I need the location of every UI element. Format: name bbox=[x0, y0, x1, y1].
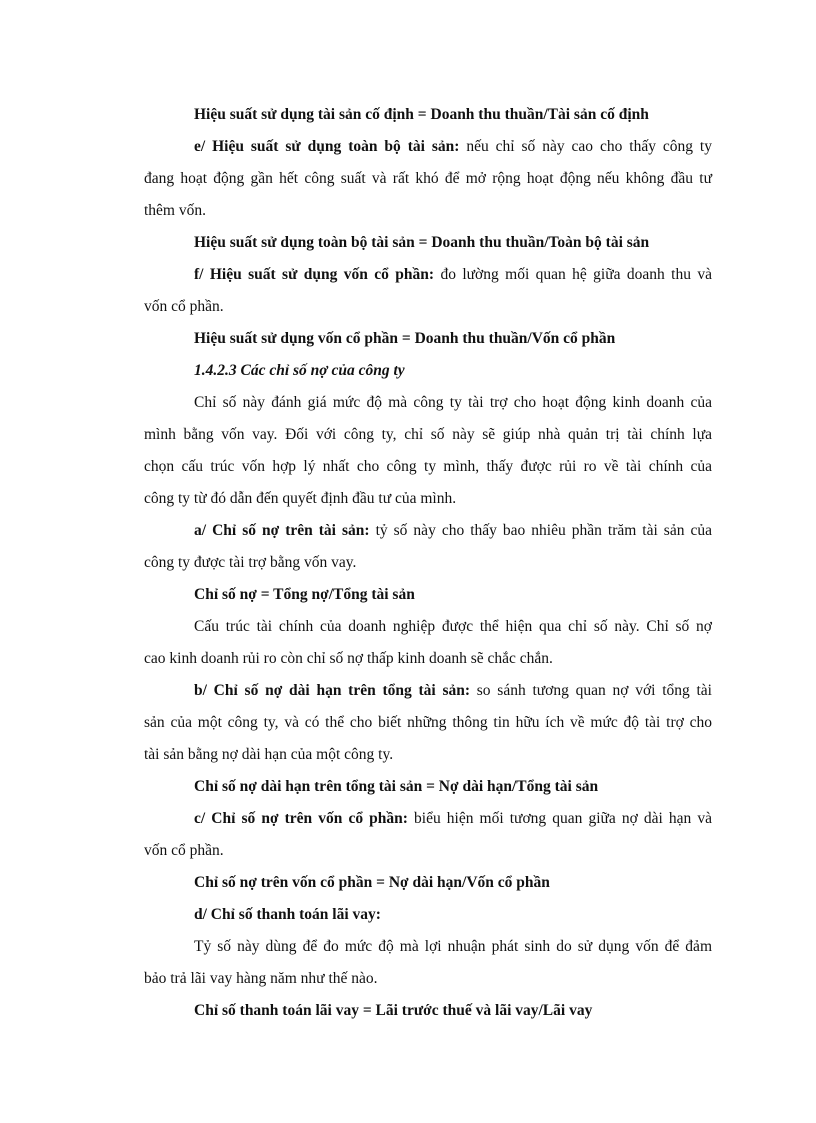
paragraph-line: mình bằng vốn vay. Đối với công ty, chỉ số này sẽ giúp nhà quản trị tài chính lựa bbox=[144, 426, 712, 443]
paragraph-line: vốn cổ phần. bbox=[144, 298, 224, 315]
heading-total-asset-efficiency: e/ Hiệu suất sử dụng toàn bộ tài sản: nếu chỉ số này cao cho thấy công ty bbox=[194, 138, 712, 155]
paragraph-line: Chỉ số này đánh giá mức độ mà công ty tài trợ cho hoạt động kinh doanh của bbox=[194, 394, 712, 411]
paragraph-line: thêm vốn. bbox=[144, 202, 206, 219]
paragraph-line: đang hoạt động gần hết công suất và rất khó để mở rộng hoạt động nếu không đầu tư bbox=[144, 170, 712, 187]
paragraph-line: cao kinh doanh rủi ro còn chỉ số nợ thấp kinh doanh sẽ chắc chắn. bbox=[144, 650, 553, 667]
heading-long-term-debt-to-assets: b/ Chỉ số nợ dài hạn trên tổng tài sản: so sánh tương quan nợ với tổng tài bbox=[194, 682, 712, 699]
paragraph-line: công ty từ đó dẫn đến quyết định đầu tư của mình. bbox=[144, 490, 457, 507]
paragraph-line: Tỷ số này dùng để đo mức độ mà lợi nhuận phát sinh do sử dụng vốn để đảm bbox=[194, 938, 712, 955]
formula-debt-to-equity: Chỉ số nợ trên vốn cổ phần = Nợ dài hạn/Vốn cổ phần bbox=[194, 874, 550, 891]
heading-interest-coverage: d/ Chỉ số thanh toán lãi vay: bbox=[194, 906, 381, 923]
formula-long-term-debt-to-assets: Chỉ số nợ dài hạn trên tổng tài sản = Nợ dài hạn/Tổng tài sản bbox=[194, 778, 599, 795]
paragraph-line: Cấu trúc tài chính của doanh nghiệp được thể hiện qua chỉ số này. Chỉ số nợ bbox=[194, 618, 712, 635]
formula-equity-efficiency: Hiệu suất sử dụng vốn cổ phần = Doanh thu thuần/Vốn cổ phần bbox=[194, 330, 616, 347]
paragraph-line: công ty được tài trợ bằng vốn vay. bbox=[144, 554, 357, 571]
formula-total-asset-efficiency: Hiệu suất sử dụng toàn bộ tài sản = Doanh thu thuần/Toàn bộ tài sản bbox=[194, 234, 650, 251]
paragraph-line: chọn cấu trúc vốn hợp lý nhất cho công ty mình, thấy được rủi ro về tài chính của bbox=[144, 458, 712, 475]
paragraph-line: tài sản bằng nợ dài hạn của một công ty. bbox=[144, 746, 394, 763]
paragraph-line: vốn cổ phần. bbox=[144, 842, 224, 859]
paragraph-line: bảo trả lãi vay hàng năm như thế nào. bbox=[144, 970, 378, 987]
paragraph-line: sản của một công ty, và có thể cho biết những thông tin hữu ích về mức độ tài trợ cho bbox=[144, 714, 712, 731]
heading-equity-efficiency: f/ Hiệu suất sử dụng vốn cổ phần: đo lường mối quan hệ giữa doanh thu và bbox=[194, 266, 712, 283]
heading-debt-to-equity: c/ Chỉ số nợ trên vốn cổ phần: biểu hiện mối tương quan giữa nợ dài hạn và bbox=[194, 810, 713, 827]
formula-interest-coverage: Chỉ số thanh toán lãi vay = Lãi trước thuế và lãi vay/Lãi vay bbox=[194, 1002, 593, 1019]
section-heading-debt-ratios: 1.4.2.3 Các chỉ số nợ của công ty bbox=[194, 362, 405, 379]
heading-debt-to-assets: a/ Chỉ số nợ trên tài sản: tỷ số này cho thấy bao nhiêu phần trăm tài sản của bbox=[194, 522, 712, 539]
formula-debt-ratio: Chỉ số nợ = Tổng nợ/Tổng tài sản bbox=[194, 586, 415, 603]
formula-fixed-asset-efficiency: Hiệu suất sử dụng tài sản cố định = Doanh thu thuần/Tài sản cố định bbox=[194, 106, 649, 123]
